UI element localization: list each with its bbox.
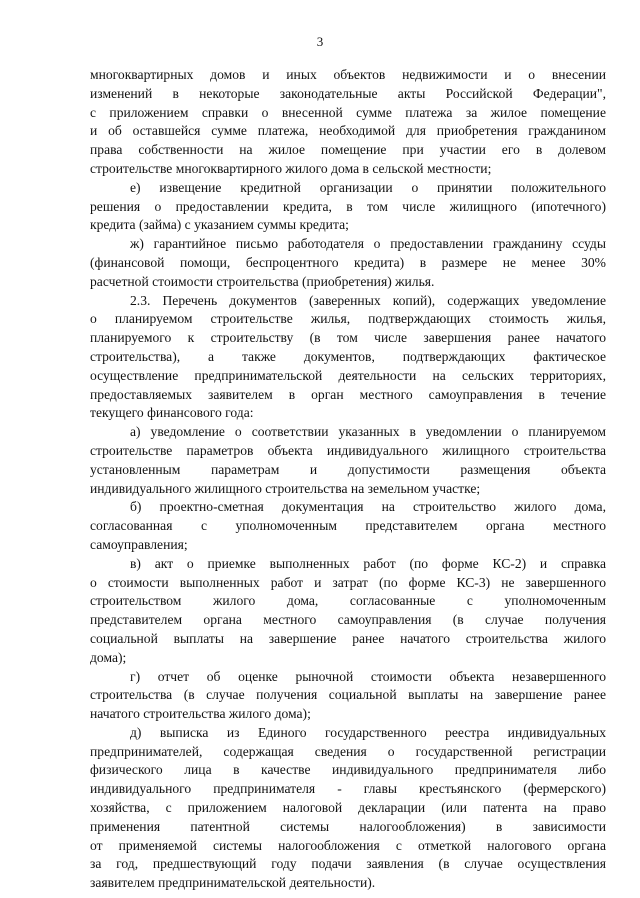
text-line: за год, предшествующий году подачи заявления (в случае осуществления xyxy=(90,856,606,872)
paragraph xyxy=(90,235,606,291)
text-line: и об оставшейся сумме платежа, необходимой для приобретения гражданином xyxy=(90,123,606,139)
text-line: физического лица в качестве индивидуального предпринимателя либо xyxy=(90,762,606,778)
document-body xyxy=(90,66,606,893)
text-line: от применяемой системы налогообложения с отметкой налогового органа xyxy=(90,837,606,853)
paragraph xyxy=(90,668,606,724)
paragraph xyxy=(90,555,606,668)
text-line: (финансовой помощи, беспроцентного кредита) в размере не менее 30% xyxy=(90,254,606,270)
text-line: осуществление предпринимательской деятельности на сельских территориях, xyxy=(90,367,606,383)
text-line: строительстве параметров объекта индивидуального жилищного строительства xyxy=(90,442,606,458)
text-line: заявителем предпринимательской деятельности). xyxy=(90,875,376,891)
text-line: а) уведомление о соответствии указанных в уведомлении о планируемом xyxy=(130,424,606,440)
paragraph xyxy=(90,292,606,424)
page-number: 3 xyxy=(316,34,324,49)
text-line: ж) гарантийное письмо работодателя о предоставлении гражданину ссуды xyxy=(130,236,606,252)
text-line: строительства), а также документов, подтверждающих фактическое xyxy=(90,348,606,364)
text-line: многоквартирных домов и иных объектов недвижимости и о внесении xyxy=(90,67,606,82)
text-line: дома); xyxy=(90,649,127,665)
text-line: планируемого к строительству (в том числе завершения ранее начатого xyxy=(90,330,606,346)
paragraph xyxy=(90,724,606,893)
text-line: права собственности на жилое помещение при участии его в долевом xyxy=(90,142,606,158)
text-line: б) проектно-сметная документация на строительство жилого дома, xyxy=(130,499,606,515)
text-line: строительстве многоквартирного жилого дома в сельской местности; xyxy=(90,160,492,176)
text-line: 2.3. Перечень документов (заверенных копий), содержащих уведомление xyxy=(130,292,606,308)
text-line: д) выписка из Единого государственного реестра индивидуальных xyxy=(130,724,606,740)
text-line: представителем органа местного самоуправления (в случае получения xyxy=(90,612,606,628)
text-line: согласованная с уполномоченным представителем органа местного xyxy=(90,518,606,534)
text-line: г) отчет об оценке рыночной стоимости объекта незавершенного xyxy=(130,668,606,684)
text-line: е) извещение кредитной организации о принятии положительного xyxy=(130,179,606,195)
text-line: предпринимателей, содержащая сведения о государственной регистрации xyxy=(90,743,606,759)
paragraph xyxy=(90,66,606,179)
text-line: индивидуального предпринимателя - главы крестьянского (фермерского) xyxy=(90,781,606,797)
paragraph xyxy=(90,423,606,498)
text-line: расчетной стоимости строительства (приобретения) жилья. xyxy=(90,273,435,289)
text-line: о планируемом строительстве жилья, подтверждающих стоимость жилья, xyxy=(90,311,606,327)
text-line: в) акт о приемке выполненных работ (по форме КС-2) и справка xyxy=(130,555,606,571)
text-line: текущего финансового года: xyxy=(90,405,254,421)
text-line: самоуправления; xyxy=(90,536,188,552)
text-line: предоставляемых заявителем в орган местного самоуправления в течение xyxy=(90,386,606,402)
text-line: с приложением справки о внесенной сумме платежа за жилое помещение xyxy=(90,104,606,120)
text-line: изменений в некоторые законодательные акты Российской Федерации", xyxy=(90,85,606,101)
paragraph xyxy=(90,498,606,554)
text-line: индивидуального жилищного строительства на земельном участке; xyxy=(90,480,481,496)
text-line: применения патентной системы налогообложения) в зависимости xyxy=(90,818,606,834)
text-line: строительства (в случае получения социальной выплаты на завершение ранее xyxy=(90,687,606,703)
text-line: хозяйства, с приложением налоговой декларации (или патента на право xyxy=(90,800,606,816)
paragraph xyxy=(90,179,606,235)
text-line: строительством жилого дома, согласованные с уполномоченным xyxy=(90,593,606,609)
text-line: социальной выплаты на завершение ранее начатого строительства жилого xyxy=(90,630,606,646)
text-line: начатого строительства жилого дома); xyxy=(90,706,311,722)
text-line: решения о предоставлении кредита, в том числе жилищного (ипотечного) xyxy=(90,198,606,214)
text-line: установленным параметрам и допустимости размещения объекта xyxy=(90,461,606,477)
text-line: о стоимости выполненных работ и затрат (по форме КС-3) не завершенного xyxy=(90,574,606,590)
text-line: кредита (займа) с указанием суммы кредита; xyxy=(90,217,349,233)
